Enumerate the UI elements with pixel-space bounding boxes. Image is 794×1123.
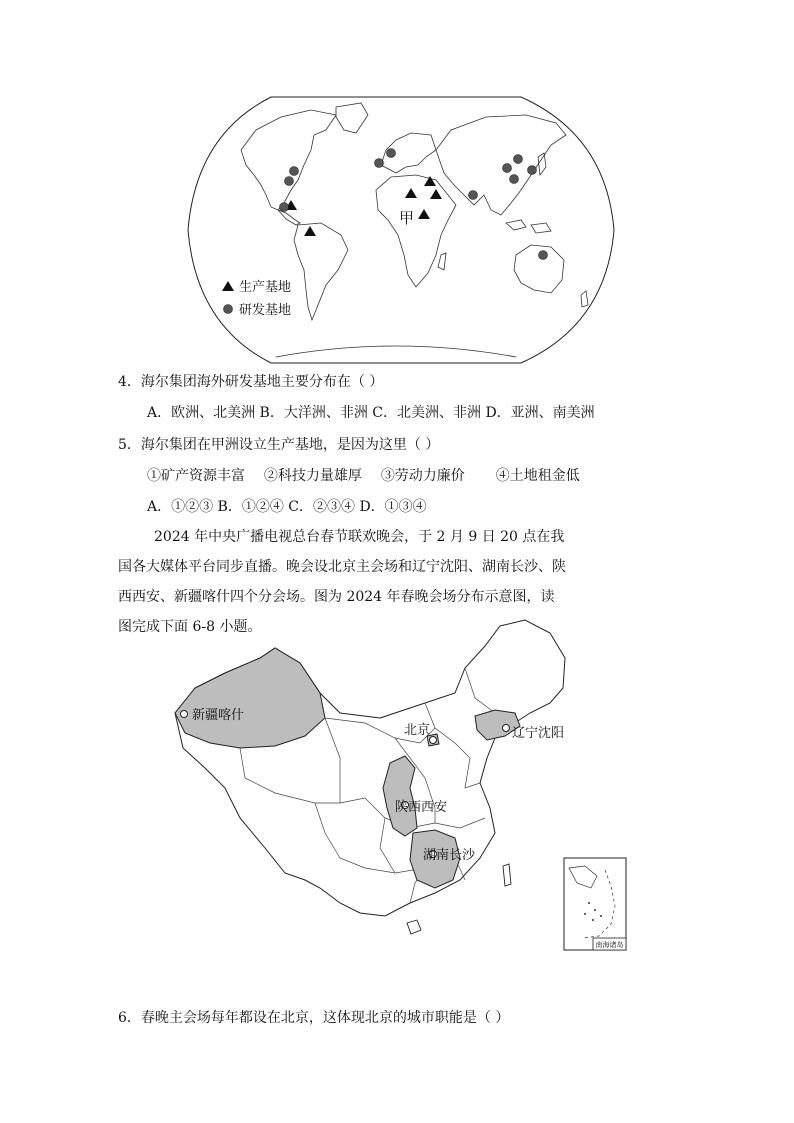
production-base-markers xyxy=(285,176,442,236)
inset-frame xyxy=(564,858,626,950)
venue-label-kashgar: 新疆喀什 xyxy=(192,708,245,723)
world-map-legend xyxy=(222,279,291,318)
research-base-marker xyxy=(290,167,299,176)
production-base-marker xyxy=(418,209,430,219)
research-base-marker xyxy=(510,175,519,184)
research-base-marker xyxy=(539,251,548,260)
southeast-asia-islands xyxy=(506,220,551,233)
japan-shape xyxy=(538,153,546,175)
taiwan-island xyxy=(503,864,511,886)
legend-research-label: 研发基地 xyxy=(239,303,292,318)
question-5-options: A．①②③ B．①②④ C．②③④ D．①③④ xyxy=(147,499,427,515)
q5-item: ④土地租金低 xyxy=(495,468,580,484)
research-base-marker xyxy=(503,164,512,173)
venue-marker-kashgar xyxy=(181,711,188,718)
legend-triangle-icon xyxy=(222,281,234,291)
south-china-sea-inset xyxy=(564,858,626,950)
q5-item: ②科技力量雄厚 xyxy=(263,468,362,484)
intro-paragraph: 2024 年中央广播电视总台春节联欢晚会，于 2 月 9 日 20 点在我国各大媒体平台同步直播。晚会设北京主会场和辽宁沈阳、湖南长沙、陕西西安、新疆喀什四个分会场。图为 2024 年春晚会场分布示意图，读图完成下面 6-8 小题。 xyxy=(118,529,566,635)
china-map-figure xyxy=(165,618,635,953)
research-base-marker xyxy=(387,149,396,158)
venue-label-xian: 陕西西安 xyxy=(395,800,448,815)
south-america-shape xyxy=(294,223,348,320)
research-base-marker xyxy=(375,159,384,168)
research-base-markers xyxy=(280,149,548,260)
antarctica-shape xyxy=(276,346,516,357)
legend-circle-icon xyxy=(224,305,233,314)
north-america-shape xyxy=(241,110,336,210)
research-base-marker xyxy=(514,155,523,164)
production-base-marker xyxy=(405,188,417,198)
place-label-jia: 甲 xyxy=(399,209,415,227)
research-base-marker xyxy=(285,177,294,186)
research-base-marker xyxy=(528,166,537,175)
venue-label-changsha: 湖南长沙 xyxy=(423,848,476,863)
xinjiang-region xyxy=(175,648,325,748)
production-base-marker xyxy=(430,189,442,199)
legend-production-label: 生产基地 xyxy=(239,280,292,295)
question-5-stem: 5．海尔集团在甲洲设立生产基地，是因为这里（ ） xyxy=(118,437,440,453)
central-america-shape xyxy=(278,210,300,225)
venue-label-beijing: 北京 xyxy=(403,723,431,738)
new-zealand-shape xyxy=(581,291,588,307)
australia-shape xyxy=(514,245,564,293)
greenland-shape xyxy=(336,103,368,133)
research-base-marker xyxy=(280,203,289,212)
q5-item: ③劳动力廉价 xyxy=(380,468,465,484)
venue-marker-shenyang xyxy=(503,725,510,732)
hainan-island xyxy=(407,920,421,934)
question-5-items xyxy=(147,466,580,486)
question-6-stem: 6．春晚主会场每年都设在北京，这体现北京的城市职能是（ ） xyxy=(118,1010,510,1026)
question-4-stem: 4．海尔集团海外研发基地主要分布在（ ） xyxy=(118,374,384,390)
production-base-marker xyxy=(304,226,316,236)
q5-item: ①矿产资源丰富 xyxy=(147,468,245,484)
venue-label-shenyang: 辽宁沈阳 xyxy=(512,726,565,741)
world-map-figure xyxy=(186,95,616,367)
question-4-options: A．欧洲、北美洲 B．大洋洲、非洲 C．北美洲、非洲 D．亚洲、南美洲 xyxy=(147,405,595,421)
venue-marker-beijing xyxy=(430,737,437,744)
asia-shape xyxy=(436,115,566,215)
madagascar-shape xyxy=(438,253,446,270)
research-base-marker xyxy=(469,191,478,200)
inset-label: 南海诸岛 xyxy=(595,941,624,949)
